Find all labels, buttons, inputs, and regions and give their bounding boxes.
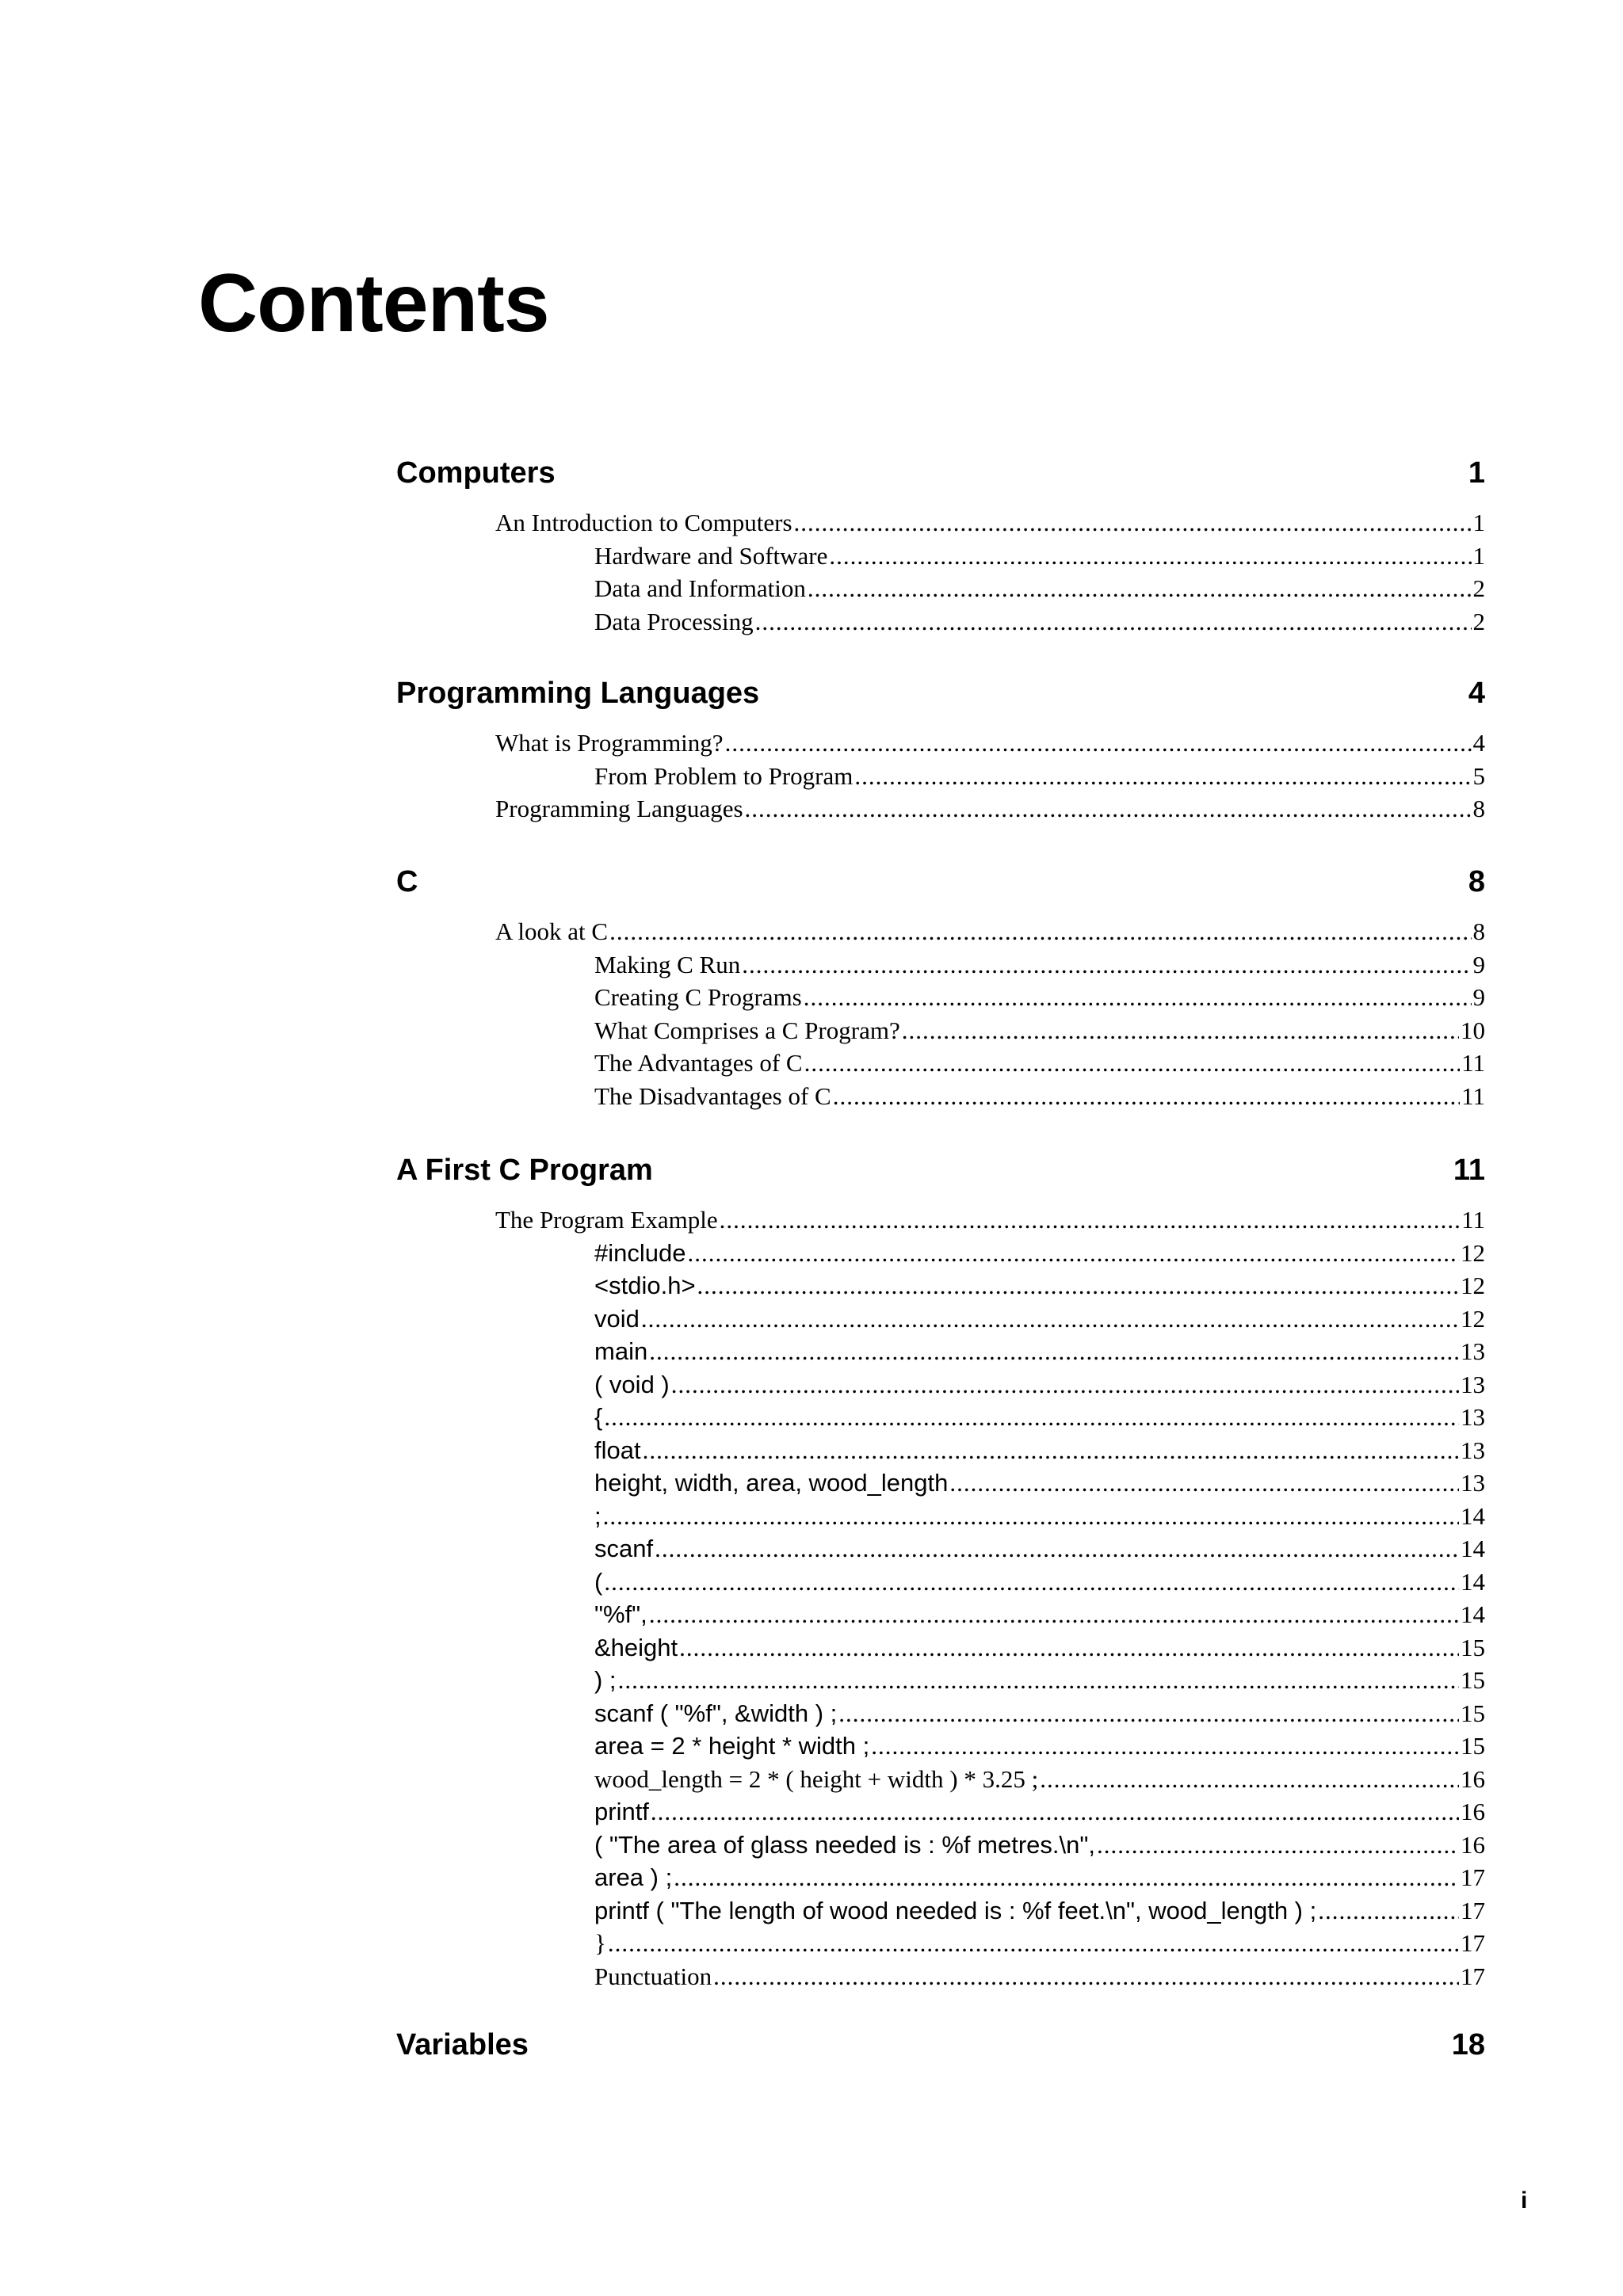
dot-leader — [713, 1961, 1459, 1993]
dot-leader — [671, 1369, 1459, 1401]
entry-page-number: 15 — [1461, 1634, 1485, 1661]
dot-leader — [1040, 1764, 1459, 1795]
dot-leader — [649, 1599, 1459, 1630]
entry-label: Hardware and Software — [594, 542, 828, 570]
section-page-number: 18 — [1451, 2028, 1485, 2061]
toc-entry[interactable] — [594, 1895, 1485, 1927]
entry-label: A look at C — [495, 917, 609, 945]
entry-page-number: 10 — [1461, 1016, 1485, 1044]
entry-label: Programming Languages — [495, 795, 743, 822]
toc-entry[interactable] — [594, 1566, 1485, 1598]
toc-entry[interactable] — [594, 1336, 1485, 1367]
dot-leader — [854, 761, 1471, 792]
entry-page-number: 13 — [1461, 1371, 1485, 1398]
dot-leader — [871, 1730, 1459, 1762]
entry-label: "%f", — [594, 1600, 647, 1628]
dot-leader — [655, 1533, 1459, 1565]
entry-label: An Introduction to Computers — [495, 509, 792, 536]
section-title: A First C Program — [396, 1154, 653, 1187]
entry-label: printf ( "The length of wood needed is : %f feet.\n", wood_length ) ; — [594, 1897, 1317, 1924]
dot-leader — [649, 1336, 1459, 1367]
entry-page-number: 5 — [1472, 762, 1485, 790]
toc-entry[interactable] — [495, 793, 1485, 825]
toc-entry[interactable] — [594, 573, 1485, 605]
dot-leader — [949, 1467, 1459, 1499]
toc-entry[interactable] — [594, 1730, 1485, 1762]
dot-leader — [609, 916, 1471, 948]
dot-leader — [808, 573, 1472, 605]
toc-entry[interactable] — [594, 1081, 1485, 1112]
entry-page-number: 14 — [1461, 1568, 1485, 1596]
toc-entry[interactable] — [594, 1015, 1485, 1047]
dot-leader — [687, 1238, 1459, 1269]
dot-leader — [838, 1698, 1459, 1730]
section-title: Programming Languages — [396, 677, 760, 710]
dot-leader — [641, 1303, 1459, 1335]
toc-entry[interactable] — [495, 1204, 1485, 1236]
toc-entry[interactable] — [594, 1665, 1485, 1696]
entry-page-number: 11 — [1461, 1206, 1485, 1234]
entry-page-number: 17 — [1461, 1962, 1485, 1990]
dot-leader — [745, 793, 1472, 825]
entry-label: main — [594, 1337, 648, 1365]
entry-label: The Program Example — [495, 1206, 718, 1234]
entry-label: What is Programming? — [495, 729, 724, 757]
toc-section-heading[interactable] — [396, 455, 1485, 491]
toc-entry[interactable] — [594, 1435, 1485, 1466]
entry-page-number: 16 — [1461, 1831, 1485, 1859]
toc-entry[interactable] — [594, 1303, 1485, 1335]
entry-page-number: 2 — [1472, 608, 1485, 635]
entry-label: &height — [594, 1634, 678, 1661]
entry-page-number: 8 — [1472, 917, 1485, 945]
toc-entry[interactable] — [594, 1632, 1485, 1664]
dot-leader — [674, 1862, 1459, 1894]
entry-page-number: 14 — [1461, 1600, 1485, 1628]
dot-leader — [833, 1081, 1460, 1112]
dot-leader — [720, 1204, 1461, 1236]
entry-page-number: 1 — [1472, 542, 1485, 570]
toc-entry[interactable] — [594, 606, 1485, 638]
entry-page-number: 4 — [1472, 729, 1485, 757]
section-page-number: 8 — [1468, 865, 1485, 898]
entry-label: } — [594, 1929, 606, 1957]
section-page-number: 1 — [1468, 456, 1485, 490]
page-title: Contents — [198, 257, 549, 349]
dot-leader — [643, 1435, 1459, 1466]
toc-entry[interactable] — [594, 540, 1485, 572]
toc-entry[interactable] — [594, 1698, 1485, 1730]
entry-page-number: 15 — [1461, 1666, 1485, 1694]
entry-page-number: 16 — [1461, 1798, 1485, 1825]
entry-page-number: 12 — [1461, 1272, 1485, 1299]
entry-page-number: 17 — [1461, 1929, 1485, 1957]
dot-leader — [604, 1402, 1459, 1433]
toc-section-heading[interactable] — [396, 1152, 1485, 1188]
entry-label: height, width, area, wood_length — [594, 1469, 949, 1497]
section-title: Variables — [396, 2028, 529, 2061]
entry-page-number: 15 — [1461, 1732, 1485, 1760]
dot-leader — [1097, 1829, 1459, 1861]
dot-leader — [804, 1047, 1461, 1079]
dot-leader — [1318, 1895, 1459, 1927]
entry-page-number: 12 — [1461, 1305, 1485, 1333]
section-title: Computers — [396, 456, 556, 490]
toc-entry[interactable] — [594, 761, 1485, 792]
toc-entry[interactable] — [594, 1467, 1485, 1499]
entry-page-number: 8 — [1472, 795, 1485, 822]
entry-page-number: 13 — [1461, 1403, 1485, 1431]
entry-label: #include — [594, 1239, 686, 1267]
entry-page-number: 11 — [1461, 1049, 1485, 1077]
toc-entry[interactable] — [594, 1599, 1485, 1630]
dot-leader — [804, 982, 1472, 1013]
dot-leader — [618, 1665, 1459, 1696]
dot-leader — [604, 1566, 1459, 1598]
entry-label: Making C Run — [594, 951, 741, 978]
entry-label: What Comprises a C Program? — [594, 1016, 900, 1044]
entry-label: area = 2 * height * width ; — [594, 1732, 870, 1760]
entry-page-number: 11 — [1461, 1082, 1485, 1110]
dot-leader — [725, 727, 1472, 759]
entry-page-number: 17 — [1461, 1897, 1485, 1924]
toc-entry[interactable] — [594, 1862, 1485, 1894]
entry-label: The Advantages of C — [594, 1049, 803, 1077]
toc-entry[interactable] — [594, 1533, 1485, 1565]
dot-leader — [755, 606, 1472, 638]
entry-page-number: 2 — [1472, 574, 1485, 602]
entry-label: wood_length = 2 * ( height + width ) * 3.25 ; — [594, 1765, 1039, 1793]
toc-section-heading[interactable] — [396, 864, 1485, 900]
toc-entry[interactable] — [594, 1764, 1485, 1795]
entry-page-number: 13 — [1461, 1337, 1485, 1365]
entry-label: From Problem to Program — [594, 762, 854, 790]
page-number: i — [1521, 2187, 1528, 2214]
dot-leader — [829, 540, 1471, 572]
dot-leader — [902, 1015, 1459, 1047]
toc-section-heading[interactable] — [396, 675, 1485, 711]
toc-section-heading[interactable] — [396, 2027, 1485, 2063]
entry-label: ( — [594, 1568, 603, 1596]
entry-label: scanf ( "%f", &width ) ; — [594, 1699, 838, 1727]
dot-leader — [697, 1270, 1459, 1302]
entry-label: Data and Information — [594, 574, 806, 602]
section-page-number: 11 — [1453, 1154, 1485, 1187]
toc-entry[interactable] — [594, 1928, 1485, 1959]
entry-label: ( void ) — [594, 1371, 670, 1398]
entry-label: void — [594, 1305, 640, 1333]
toc-entry[interactable] — [594, 1796, 1485, 1828]
entry-label: <stdio.h> — [594, 1272, 696, 1299]
entry-page-number: 9 — [1472, 983, 1485, 1011]
entry-page-number: 13 — [1461, 1469, 1485, 1497]
toc-entry[interactable] — [594, 1238, 1485, 1269]
dot-leader — [603, 1501, 1459, 1532]
toc-entry[interactable] — [594, 982, 1485, 1013]
entry-label: { — [594, 1403, 603, 1431]
toc-entry[interactable] — [594, 1829, 1485, 1861]
entry-page-number: 14 — [1461, 1502, 1485, 1530]
dot-leader — [608, 1928, 1459, 1959]
entry-page-number: 12 — [1461, 1239, 1485, 1267]
entry-page-number: 16 — [1461, 1765, 1485, 1793]
entry-page-number: 13 — [1461, 1436, 1485, 1464]
entry-page-number: 17 — [1461, 1863, 1485, 1891]
entry-label: ) ; — [594, 1666, 617, 1694]
entry-page-number: 9 — [1472, 951, 1485, 978]
entry-page-number: 15 — [1461, 1699, 1485, 1727]
entry-label: scanf — [594, 1535, 654, 1562]
entry-page-number: 14 — [1461, 1535, 1485, 1562]
toc-entry[interactable] — [594, 1961, 1485, 1993]
toc-entry[interactable] — [594, 1047, 1485, 1079]
toc-entry[interactable] — [495, 507, 1485, 539]
entry-label: printf — [594, 1798, 649, 1825]
entry-label: The Disadvantages of C — [594, 1082, 831, 1110]
entry-label: Punctuation — [594, 1962, 712, 1990]
entry-label: Data Processing — [594, 608, 754, 635]
toc-entry[interactable] — [495, 727, 1485, 759]
dot-leader — [651, 1796, 1459, 1828]
toc-entry[interactable] — [594, 1270, 1485, 1302]
toc-entry[interactable] — [495, 916, 1485, 948]
dot-leader — [742, 949, 1471, 981]
toc-entry[interactable] — [594, 1369, 1485, 1401]
entry-label: area ) ; — [594, 1863, 673, 1891]
entry-label: Creating C Programs — [594, 983, 802, 1011]
entry-label: ; — [594, 1502, 601, 1530]
section-page-number: 4 — [1468, 677, 1485, 710]
entry-page-number: 1 — [1472, 509, 1485, 536]
toc-entry[interactable] — [594, 1501, 1485, 1532]
entry-label: ( "The area of glass needed is : %f metres.\n", — [594, 1831, 1095, 1859]
dot-leader — [794, 507, 1472, 539]
dot-leader — [679, 1632, 1459, 1664]
entry-label: float — [594, 1436, 641, 1464]
toc-entry[interactable] — [594, 949, 1485, 981]
section-title: C — [396, 865, 418, 898]
toc-entry[interactable] — [594, 1402, 1485, 1433]
